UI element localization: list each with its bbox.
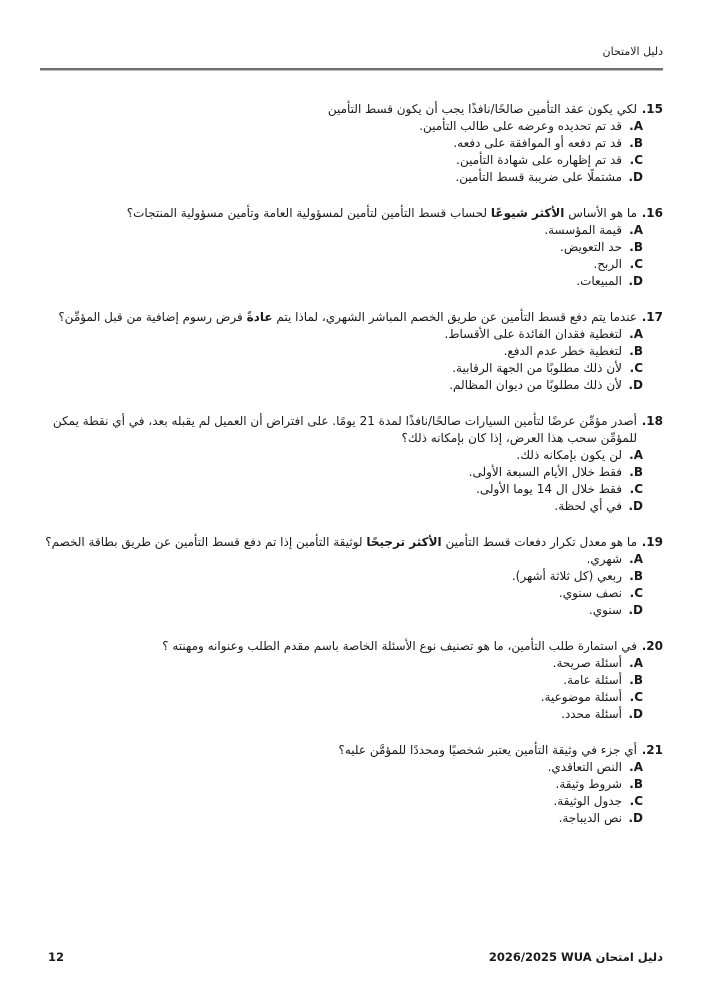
answer-option <box>40 498 643 515</box>
question-number: 16. <box>641 206 663 220</box>
option-letter: D. <box>628 378 643 392</box>
answer-option <box>40 481 643 498</box>
footer-doc-title: دليل امتحان WUA ‏2026/2025 <box>488 950 663 964</box>
answer-option <box>40 776 643 793</box>
answer-option <box>40 169 643 186</box>
question-text-segment: ما هو الأساس <box>564 206 637 220</box>
question-text-segment: عندما يتم دفع قسط التأمين عن طريق الخصم المباشر الشهري، لماذا يتم <box>272 310 637 324</box>
question-text <box>40 742 637 759</box>
option-letter: B. <box>629 465 643 479</box>
options-list <box>40 326 663 394</box>
question-text-segment: ما هو معدل تكرار دفعات قسط التأمين <box>441 535 637 549</box>
options-list <box>40 447 663 515</box>
option-text: أسئلة موضوعية. <box>540 690 622 704</box>
question-text <box>40 101 637 118</box>
question-text-segment: الأكثر شيوعًا <box>490 206 565 220</box>
option-text: النص التعاقدي. <box>547 760 622 774</box>
option-letter: B. <box>629 136 643 150</box>
page-header <box>0 0 707 71</box>
option-letter: C. <box>629 794 643 808</box>
question-text-segment: لحساب قسط التأمين لتأمين لمسؤولية العامة وتأمين مسؤولية المنتجات؟ <box>126 206 491 220</box>
option-letter: B. <box>629 673 643 687</box>
answer-option <box>40 602 643 619</box>
question-text-segment: الأكثر ترجيحًا <box>366 535 442 549</box>
options-list <box>40 759 663 827</box>
question-text <box>40 638 637 655</box>
answer-option <box>40 464 643 481</box>
option-text: قد تم دفعه أو الموافقة على دفعه. <box>453 136 622 150</box>
question-line <box>40 638 663 655</box>
answer-option <box>40 551 643 568</box>
question-block <box>40 742 663 827</box>
option-letter: A. <box>629 448 643 462</box>
question-block <box>40 309 663 394</box>
answer-option <box>40 447 643 464</box>
option-text: لأن ذلك مطلوبًا من الجهة الرقابية. <box>452 361 622 375</box>
question-block <box>40 101 663 186</box>
answer-option <box>40 118 643 135</box>
answer-option <box>40 256 643 273</box>
answer-option <box>40 343 643 360</box>
answer-option <box>40 655 643 672</box>
option-letter: C. <box>629 690 643 704</box>
question-text-segment: لوثيقة التأمين إذا تم دفع قسط التأمين عن طريق بطاقة الخصم؟ <box>45 535 367 549</box>
question-number: 19. <box>641 535 663 549</box>
option-letter: A. <box>629 327 643 341</box>
option-text: نص الديباجة. <box>558 811 622 825</box>
question-block <box>40 534 663 619</box>
question-text-segment: عادةً <box>246 310 273 324</box>
option-text: جدول الوثيقة. <box>553 794 622 808</box>
question-number: 18. <box>641 414 663 428</box>
option-text: مشتملًا على ضريبة قسط التأمين. <box>455 170 622 184</box>
questions-list <box>0 71 707 827</box>
option-text: شروط وثيقة. <box>555 777 622 791</box>
option-letter: D. <box>628 811 643 825</box>
answer-option <box>40 672 643 689</box>
option-text: حد التعويض. <box>560 240 622 254</box>
page-number: 12 <box>48 950 65 964</box>
option-letter: C. <box>629 153 643 167</box>
option-text: أسئلة محدد. <box>561 707 622 721</box>
question-line <box>40 309 663 326</box>
option-letter: C. <box>629 586 643 600</box>
question-text-segment: في استمارة طلب التأمين، ما هو تصنيف نوع الأسئلة الخاصة باسم مقدم الطلب وعنوانه ومهنته ؟ <box>162 639 637 653</box>
question-number: 17. <box>641 310 663 324</box>
option-letter: B. <box>629 240 643 254</box>
option-text: ربعي (كل ثلاثة أشهر). <box>511 569 622 583</box>
answer-option <box>40 222 643 239</box>
options-list <box>40 118 663 186</box>
answer-option <box>40 793 643 810</box>
answer-option <box>40 152 643 169</box>
option-text: لتغطية خطر عدم الدفع. <box>503 344 622 358</box>
question-text-segment: أصدر مؤمِّن عرضًا لتأمين السيارات صالحًا/نافذًا لمدة 21 يومًا. على افتراض أن العميل لم يقبله بعد، في أي نقطة يمكن للمؤمِّن سحب هذا العرض، إذا كان بإمكانه ذلك؟ <box>52 414 637 445</box>
option-text: فقط خلال الأيام السبعة الأولى. <box>468 465 622 479</box>
option-text: قد تم إظهاره على شهادة التأمين. <box>456 153 622 167</box>
header-doc-title: دليل الامتحان <box>602 45 663 58</box>
answer-option <box>40 689 643 706</box>
answer-option <box>40 706 643 723</box>
option-text: لتغطية فقدان الفائدة على الأقساط. <box>444 327 622 341</box>
option-text: سنوي. <box>588 603 622 617</box>
answer-option <box>40 326 643 343</box>
option-letter: A. <box>629 760 643 774</box>
option-text: لأن ذلك مطلوبًا من ديوان المظالم. <box>449 378 622 392</box>
option-letter: A. <box>629 656 643 670</box>
option-text: لن يكون بإمكانه ذلك. <box>516 448 622 462</box>
option-text: أسئلة عامة. <box>563 673 622 687</box>
question-line <box>40 205 663 222</box>
option-letter: D. <box>628 170 643 184</box>
question-number: 20. <box>641 639 663 653</box>
options-list <box>40 655 663 723</box>
page-footer <box>48 950 663 964</box>
options-list <box>40 222 663 290</box>
option-letter: D. <box>628 274 643 288</box>
option-text: نصف سنوي. <box>558 586 622 600</box>
answer-option <box>40 568 643 585</box>
question-number: 21. <box>641 743 663 757</box>
answer-option <box>40 239 643 256</box>
option-letter: A. <box>629 119 643 133</box>
question-block <box>40 205 663 290</box>
option-text: في أي لحظة. <box>554 499 622 513</box>
option-letter: D. <box>628 603 643 617</box>
question-block <box>40 638 663 723</box>
question-text <box>40 534 637 551</box>
option-letter: D. <box>628 499 643 513</box>
answer-option <box>40 810 643 827</box>
option-text: قد تم تحديده وعرضه على طالب التأمين. <box>419 119 622 133</box>
option-text: قيمة المؤسسة. <box>544 223 622 237</box>
option-letter: C. <box>629 257 643 271</box>
answer-option <box>40 360 643 377</box>
question-text-segment: لكي يكون عقد التأمين صالحًا/نافذًا يجب أن يكون قسط التأمين <box>327 102 637 116</box>
question-text <box>40 413 637 447</box>
option-letter: B. <box>629 777 643 791</box>
question-text <box>40 309 637 326</box>
question-line <box>40 413 663 447</box>
question-text <box>40 205 637 222</box>
question-block <box>40 413 663 515</box>
options-list <box>40 551 663 619</box>
answer-option <box>40 585 643 602</box>
option-letter: D. <box>628 707 643 721</box>
option-text: فقط خلال ال 14 يوما الأولى. <box>476 482 622 496</box>
question-line <box>40 101 663 118</box>
question-line <box>40 534 663 551</box>
option-letter: C. <box>629 482 643 496</box>
answer-option <box>40 135 643 152</box>
answer-option <box>40 377 643 394</box>
option-letter: A. <box>629 223 643 237</box>
question-number: 15. <box>641 102 663 116</box>
option-text: الربح. <box>593 257 622 271</box>
option-letter: B. <box>629 344 643 358</box>
option-letter: A. <box>629 552 643 566</box>
option-text: شهري. <box>586 552 622 566</box>
option-text: أسئلة صريحة. <box>552 656 622 670</box>
question-text-segment: أي جزء في وثيقة التأمين يعتبر شخصيًا ومحددًا للمؤمَّن عليه؟ <box>338 743 637 757</box>
option-letter: B. <box>629 569 643 583</box>
answer-option <box>40 759 643 776</box>
option-text: المبيعات. <box>576 274 622 288</box>
option-letter: C. <box>629 361 643 375</box>
question-line <box>40 742 663 759</box>
answer-option <box>40 273 643 290</box>
question-text-segment: فرض رسوم إضافية من قبل المؤمِّن؟ <box>58 310 247 324</box>
